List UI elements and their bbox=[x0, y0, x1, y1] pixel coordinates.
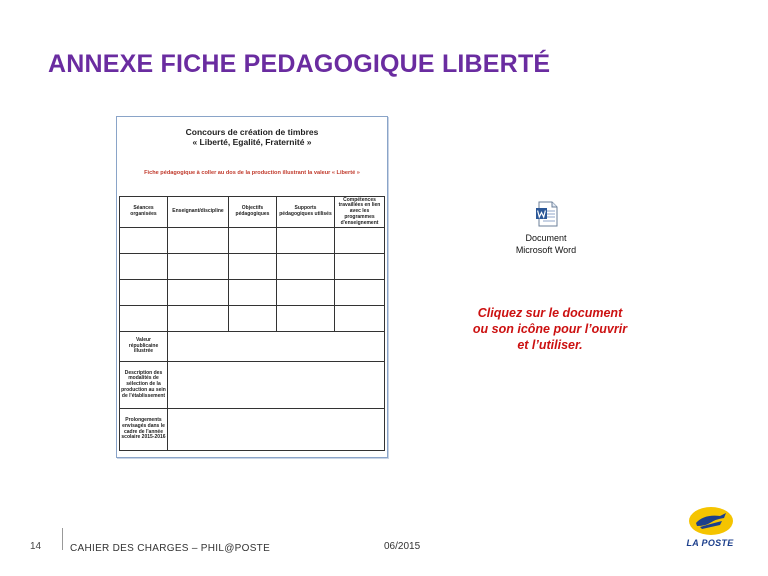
table-row bbox=[120, 306, 385, 332]
open-document-instruction bbox=[450, 305, 650, 353]
table-header-row bbox=[120, 197, 385, 228]
footer-text: CAHIER DES CHARGES – PHIL@POSTE bbox=[70, 543, 271, 554]
column-header: Enseignant/discipline bbox=[168, 197, 229, 228]
la-poste-logo-text: LA POSTE bbox=[686, 538, 734, 548]
table-row bbox=[120, 409, 385, 451]
attachment-label-line2: Microsoft Word bbox=[515, 245, 577, 255]
page-number: 14 bbox=[30, 541, 42, 552]
attachment-label[interactable] bbox=[496, 232, 596, 256]
attachment-label-line1: Document bbox=[525, 233, 567, 243]
table-row bbox=[120, 280, 385, 306]
column-header: Objectifs pédagogiques bbox=[229, 197, 277, 228]
table-row bbox=[120, 228, 385, 254]
column-header: Supports pédagogiques utilisés bbox=[277, 197, 335, 228]
table-row bbox=[120, 254, 385, 280]
table-row bbox=[120, 362, 385, 409]
row-label: Prolongements envisagés dans le cadre de l'année scolaire 2015-2016 bbox=[120, 409, 168, 451]
instruction-line2: ou son icône pour l’ouvrir bbox=[472, 322, 628, 336]
footer-divider bbox=[62, 528, 63, 550]
column-header: Séances organisées bbox=[120, 197, 168, 228]
row-label: Description des modalités de sélection de la production au sein de l'établissement bbox=[120, 362, 168, 409]
document-title-line1: Concours de création de timbres bbox=[185, 127, 319, 137]
document-subtitle: Fiche pédagogique à coller au dos de la production illustrant la valeur « Liberté » bbox=[144, 170, 360, 176]
slide-title: ANNEXE FICHE PEDAGOGIQUE LIBERTÉ bbox=[48, 50, 551, 78]
table-row bbox=[120, 332, 385, 362]
word-document-icon[interactable] bbox=[535, 201, 559, 227]
embedded-document-preview[interactable] bbox=[116, 116, 388, 458]
row-label: Valeur républicaine illustrée bbox=[120, 332, 168, 362]
column-header: Compétences travaillées en lien avec les programmes d'enseignement bbox=[335, 197, 385, 228]
instruction-line3: et l’utiliser. bbox=[517, 338, 583, 352]
pedagogical-table bbox=[119, 196, 385, 451]
instruction-line1: Cliquez sur le document bbox=[477, 306, 623, 320]
document-title-line2: « Liberté, Egalité, Fraternité » bbox=[192, 137, 312, 147]
footer-date: 06/2015 bbox=[384, 541, 421, 552]
